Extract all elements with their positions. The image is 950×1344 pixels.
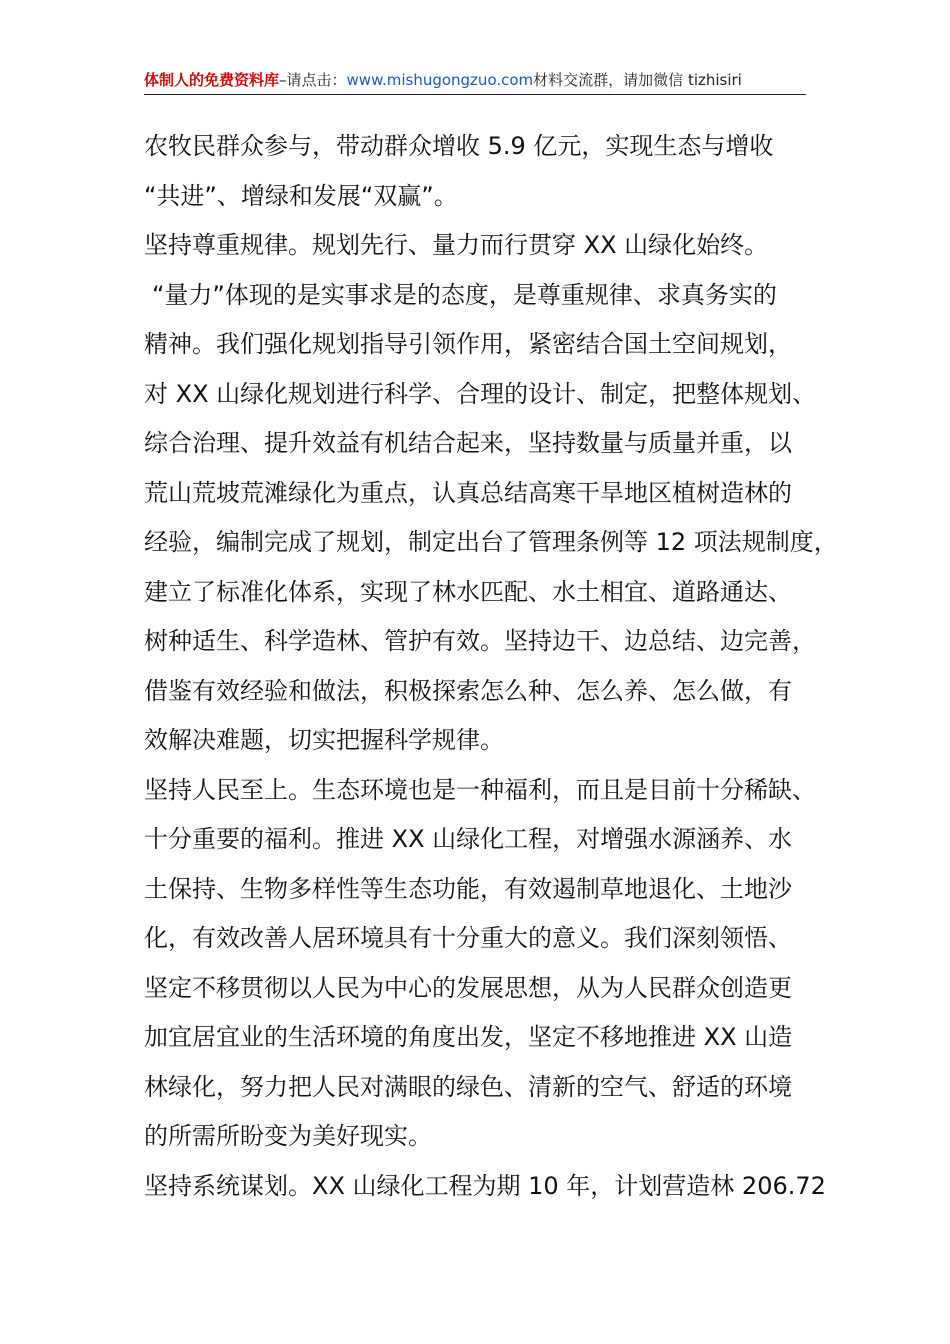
text-line: 化，有效改善人居环境具有十分重大的意义。我们深刻领悟、 bbox=[144, 924, 792, 952]
text-line: “量力”体现的是实事求是的态度，是尊重规律、求真务实的 bbox=[152, 280, 777, 309]
text-line: 综合治理、提升效益有机结合起来，坚持数量与质量并重，以 bbox=[144, 429, 792, 457]
text-line: 坚持系统谋划。XX 山绿化工程为期 10 年，计划营造林 206.72 bbox=[144, 1171, 826, 1200]
header-link[interactable]: www.mishugongzuo.com bbox=[346, 71, 534, 89]
text-line: 坚持人民至上。生态环境也是一种福利，而且是目前十分稀缺、 bbox=[144, 775, 816, 804]
text-line: 农牧民群众参与，带动群众增收 5.9 亿元，实现生态与增收 bbox=[144, 132, 774, 160]
text-line: “共进”、增绿和发展“双赢”。 bbox=[144, 181, 458, 210]
text-line: 树种适生、科学造林、管护有效。坚持边干、边总结、边完善， bbox=[144, 627, 816, 655]
header-prompt: –请点击： bbox=[279, 71, 347, 89]
text-line: 坚持尊重规律。规划先行、量力而行贯穿 XX 山绿化始终。 bbox=[144, 231, 769, 259]
text-line: 借鉴有效经验和做法，积极探索怎么种、怎么养、怎么做，有 bbox=[144, 676, 792, 705]
text-line: 精神。我们强化规划指导引领作用，紧密结合国土空间规划， bbox=[144, 330, 792, 358]
text-line: 建立了标准化体系，实现了林水匹配、水土相宜、道路通达、 bbox=[144, 577, 792, 606]
text-line: 对 XX 山绿化规划进行科学、合理的设计、制定，把整体规划、 bbox=[144, 379, 817, 408]
document-body bbox=[144, 122, 838, 1211]
text-line: 效解决难题，切实把握科学规律。 bbox=[144, 726, 504, 754]
header-suffix: 材料交流群，请加微信 tizhisiri bbox=[533, 71, 742, 89]
text-line: 荒山荒坡荒滩绿化为重点，认真总结高寒干旱地区植树造林的 bbox=[144, 478, 792, 507]
text-line: 加宜居宜业的生活环境的角度出发，坚定不移地推进 XX 山造 bbox=[144, 1023, 793, 1051]
text-line: 十分重要的福利。推进 XX 山绿化工程，对增强水源涵养、水 bbox=[144, 825, 793, 853]
page-header bbox=[144, 68, 806, 95]
header-brand: 体制人的免费资料库 bbox=[144, 71, 280, 89]
text-line: 坚定不移贯彻以人民为中心的发展思想，从为人民群众创造更 bbox=[144, 973, 792, 1002]
text-line: 的所需所盼变为美好现实。 bbox=[144, 1122, 432, 1150]
text-line: 经验，编制完成了规划，制定出台了管理条例等 12 项法规制度， bbox=[144, 528, 838, 556]
text-line: 土保持、生物多样性等生态功能，有效遏制草地退化、土地沙 bbox=[144, 874, 792, 903]
text-line: 林绿化，努力把人民对满眼的绿色、清新的空气、舒适的环境 bbox=[144, 1072, 792, 1101]
